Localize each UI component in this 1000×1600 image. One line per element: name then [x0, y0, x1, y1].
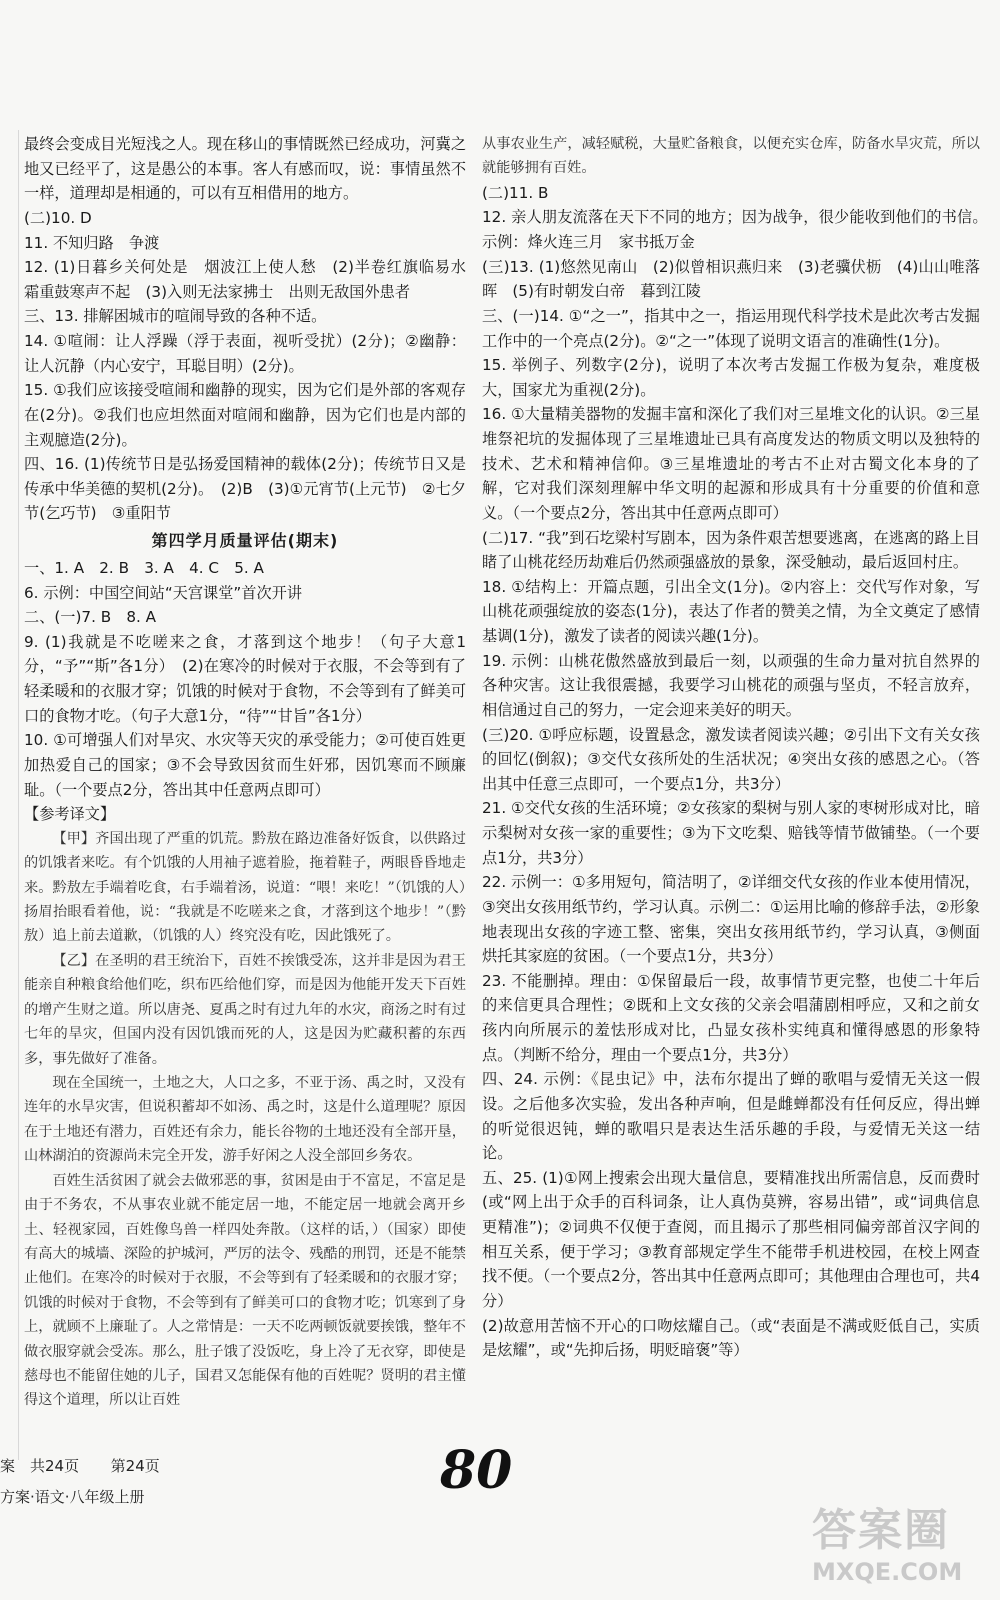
answer-paragraph: 19. 示例：山桃花傲然盛放到最后一刻，以顽强的生命力量对抗自然界的各种灾害。这让我很震撼，我要学习山桃花的顽强与坚贞，不轻言放弃，相信通过自己的努力，一定会迎来美好的明天。 — [482, 651, 980, 719]
answer-paragraph: 二、(一)7. B 8. A — [24, 608, 157, 627]
page-number: 80 — [440, 1440, 513, 1501]
answer-paragraph: 18. ①结构上：开篇点题，引出全文(1分)。②内容上：交代写作对象，写山桃花顽强绽放的姿态(1分)，表达了作者的赞美之情，为全文奠定了感情基调(1分)，激发了读者的阅读兴趣(1分)。 — [482, 577, 980, 646]
translation-paragraph: 【乙】在圣明的君王统治下，百姓不挨饿受冻，这并非是因为君王能亲自种粮食给他们吃，织布匹给他们穿，而是因为他能开发天下百姓的增产生财之道。所以唐尧、夏禹之时有过九年的水灾，商汤之时有过七年的旱灾，但国内没有因饥饿而死的人，这是因为贮藏积蓄的东西多，事先做好了准备。 — [24, 952, 466, 1067]
translation-paragraph: 百姓生活贫困了就会去做邪恶的事，贫困是由于不富足，不富足是由于不务农，不从事农业就不能定居一地，不能定居一地就会离开乡土、轻视家园，百姓像鸟兽一样四处奔散。（这样的话，）（国家）即使有高大的城墙、深险的护城河，严厉的法令、残酷的刑罚，还是不能禁止他们。在寒冷的时候对于衣服，不会等到有了轻柔暖和的衣服才穿；饥饿的时候对于食物，不会等到有了鲜美可口的食物才吃；饥寒到了身上，就顾不上廉耻了。人之常情是：一天不吃两顿饭就要挨饿，整年不做衣服穿就会受冻。那么，肚子饿了没饭吃，身上冷了无衣穿，即使是慈母也不能留住她的儿子，国君又怎能保有他的百姓呢？贤明的君主懂得这个道理，所以让百姓 — [24, 1172, 466, 1409]
footer-current-page: 第24页 — [110, 1457, 160, 1475]
answer-paragraph: 14. ①喧闹：让人浮躁（浮于表面，视听受扰）(2分)；②幽静：让人沉静（内心安宁，耳聪目明）(2分)。 — [24, 332, 466, 375]
left-column — [24, 132, 482, 1413]
answer-paragraph: 四、24. 示例：《昆虫记》中，法布尔提出了蝉的歌唱与爱情无关这一假设。之后他多次实验，发出各种声响，但是雌蝉都没有任何反应，得出蝉的听觉很迟钝，蝉的歌唱只是表达生活乐趣的手段，与爱情无关这一结论。 — [482, 1070, 980, 1163]
answer-paragraph: 三、(一)14. ①“之一”，指其中之一，指运用现代科学技术是此次考古发掘工作中的一个亮点(2分)。②“之一”体现了说明文语言的准确性(1分)。 — [482, 306, 980, 350]
footer-total-pages: 案 共24页 — [0, 1457, 80, 1475]
answer-paragraph: 四、16. (1)传统节日是弘扬爱国精神的载体(2分)；传统节日又是传承中华美德的契机(2分)。 (2)B (3)①元宵节(上元节) ②七夕节(乞巧节) ③重阳节 — [24, 455, 466, 523]
answer-paragraph: 16. ①大量精美器物的发掘丰富和深化了我们对三星堆文化的认识。②三星堆祭祀坑的发掘体现了三星堆遗址已具有高度发达的物质文明以及独特的技术、艺术和精神信仰。③三星堆遗址的考古不止对古蜀文化本身的了解，它对我们深刻理解中华文明的起源和形成具有十分重要的价值和意义。（一个要点2分，答出其中任意两点即可） — [482, 405, 980, 522]
watermark-url: MXQE.COM — [812, 1558, 963, 1586]
answer-paragraph: (2)故意用苦恼不开心的口吻炫耀自己。（或“表面是不满或贬低自己，实质是炫耀”，或“先抑后扬，明贬暗褒”等） — [482, 1316, 980, 1360]
footer-book-title: 方案·语文·八年级上册 — [0, 1488, 145, 1506]
answer-paragraph: 五、25. (1)①网上搜索会出现大量信息，要精准找出所需信息，反而费时(或“网上出于众手的百科词条，让人真伪莫辨，容易出错”，或“词典信息更精准”)；②词典不仅便于查阅，而且揭示了那些相同偏旁部首汉字间的相互关系，便于学习；③教育部规定学生不能带手机进校园，在校上网查找不便。（一个要点2分，答出其中任意两点即可；其他理由合理也可，共4分） — [482, 1168, 980, 1310]
watermark-logo — [812, 1505, 982, 1595]
answer-paragraph: 11. 不知归路 争渡 — [24, 233, 160, 252]
answer-paragraph: 15. 举例子、列数字(2分)，说明了本次考古发掘工作极为复杂，难度极大，国家尤为重视(2分)。 — [482, 356, 980, 399]
answer-paragraph: (三)20. ①呼应标题，设置悬念，激发读者阅读兴趣；②引出下文有关女孩的回忆(倒叙)；③交代女孩所处的生活状况；④突出女孩的感恩之心。（答出其中任意三点即可，一个要点1分，共3分） — [482, 725, 980, 793]
answer-paragraph: 21. ①交代女孩的生活环境；②女孩家的梨树与别人家的枣树形成对比，暗示梨树对女孩一家的重要性；③为下文吃梨、赔钱等情节做铺垫。（一个要点1分，共3分） — [482, 799, 980, 867]
answer-paragraph: (二)17. “我”到石圪梁村写剧本，因为条件艰苦想要逃离，在逃离的路上目睹了山桃花经历劫难后仍然顽强盛放的景象，深受触动，最后返回村庄。 — [482, 528, 980, 572]
answer-paragraph: 22. 示例一：①多用短句，简洁明了，②详细交代女孩的作业本使用情况，③突出女孩用纸节约，学习认真。示例二：①运用比喻的修辞手法，②形象地表现出女孩的字迹工整、密集，突出女孩用纸节约，学习认真，③侧面烘托其家庭的贫困。（一个要点1分，共3分） — [482, 873, 980, 966]
answer-paragraph: 9. (1)我就是不吃嗟来之食，才落到这个地步！（句子大意1分，“予”“斯”各1分） (2)在寒冷的时候对于衣服，不会等到有了轻柔暖和的衣服才穿；饥饿的时候对于食物，不会等到有了鲜美可口的食物才吃。（句子大意1分，“待”“甘旨”各1分） — [24, 632, 466, 725]
section-title: 第四学月质量评估(期末) — [151, 531, 339, 550]
answer-paragraph: 10. ①可增强人们对旱灾、水灾等天灾的承受能力；②可使百姓更加热爱自己的国家；③不会导致因贫而生奸邪，因饥寒而不顾廉耻。（一个要点2分，答出其中任意两点即可） — [24, 731, 466, 799]
page-footer — [0, 1455, 160, 1517]
translation-paragraph: 【甲】齐国出现了严重的饥荒。黔敖在路边准备好饭食，以供路过的饥饿者来吃。有个饥饿的人用袖子遮着脸，拖着鞋子，两眼昏昏地走来。黔敖左手端着吃食，右手端着汤，说道：“喂！来吃！”（饥饿的人）扬眉抬眼看着他，说：“我就是不吃嗟来之食，才落到这个地步！”（黔敖）追上前去道歉，（饥饿的人）终究没有吃，因此饿死了。 — [24, 830, 466, 945]
watermark-text: 答案圈 — [812, 1505, 950, 1556]
translation-heading: 【参考译文】 — [24, 805, 116, 824]
answer-paragraph: 23. 不能删掉。理由：①保留最后一段，故事情节更完整，也使二十年后的来信更具合理性；②既和上文女孩的父亲会唱蒲剧相呼应，又和之前女孩内向所展示的羞怯形成对比，凸显女孩朴实纯真和懂得感恩的形象特点。（判断不给分，理由一个要点1分，共3分） — [482, 971, 980, 1064]
answer-paragraph: (二)11. B — [482, 183, 549, 202]
answer-paragraph: 6. 示例：中国空间站“天宫课堂”首次开讲 — [24, 583, 303, 602]
right-column — [482, 132, 996, 1363]
answer-paragraph: 一、1. A 2. B 3. A 4. C 5. A — [24, 558, 264, 577]
translation-continuation: 从事农业生产，减轻赋税，大量贮备粮食，以便充实仓库，防备水旱灾荒，所以就能够拥有百姓。 — [482, 136, 980, 177]
answer-paragraph: (二)10. D — [24, 208, 92, 227]
answer-paragraph: 最终会变成目光短浅之人。现在移山的事情既然已经成功，河冀之地又已经平了，这是愚公的本事。客人有感而叹，说：事情虽然不一样，道理却是相通的，可以有互相借用的地方。 — [24, 135, 466, 203]
binding-gutter — [0, 130, 19, 1460]
answer-paragraph: (三)13. (1)悠然见南山 (2)似曾相识燕归来 (3)老骥伏枥 (4)山山唯落晖 (5)有时朝发白帝 暮到江陵 — [482, 257, 980, 301]
translation-paragraph: 现在全国统一，土地之大，人口之多，不亚于汤、禹之时，又没有连年的水旱灾害，但说积蓄却不如汤、禹之时，这是什么道理呢？原因在于土地还有潜力，百姓还有余力，能长谷物的土地还没有全部开垦，山林湖泊的资源尚未完全开发，游手好闲之人没全部回乡务农。 — [24, 1075, 466, 1165]
answer-paragraph: 三、13. 排解困城市的喧闹导致的各种不适。 — [24, 307, 327, 326]
answer-paragraph: 12. (1)日暮乡关何处是 烟波江上使人愁 (2)半卷红旗临易水 霜重鼓寒声不起 (3)入则无法家拂士 出则无敌国外患者 — [24, 258, 482, 301]
answer-paragraph: 15. ①我们应该接受喧闹和幽静的现实，因为它们是外部的客观存在(2分)。②我们也应坦然面对喧闹和幽静，因为它们也是内部的主观臆造(2分)。 — [24, 381, 466, 449]
answer-paragraph: 12. 亲人朋友流落在天下不同的地方；因为战争，很少能收到他们的书信。 示例：烽火连三月 家书抵万金 — [482, 208, 996, 252]
